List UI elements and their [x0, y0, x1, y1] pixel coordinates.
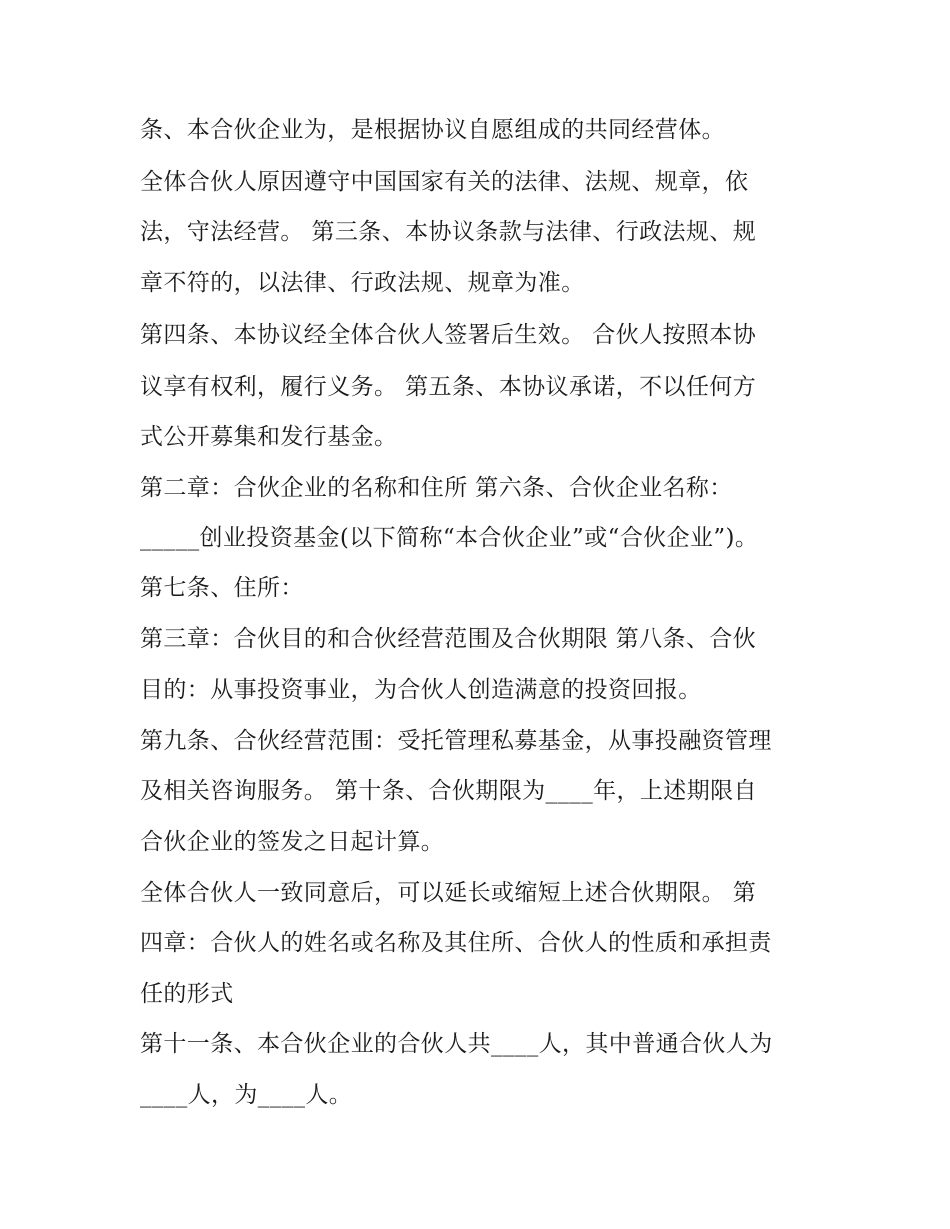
text-line: 议享有权利，履行义务。 第五条、本协议承诺，不以任何方 — [140, 374, 757, 400]
text-line: 全体合伙人一致同意后，可以延长或缩短上述合伙期限。 第 — [140, 880, 757, 906]
text-line: 式公开募集和发行基金。 — [140, 424, 398, 450]
text-line: 条、本合伙企业为，是根据协议自愿组成的共同经营体。 — [140, 117, 725, 143]
text-line: 目的：从事投资事业，为合伙人创造满意的投资回报。 — [140, 677, 702, 703]
text-line: 第二章：合伙企业的名称和住所 第六条、合伙企业名称： — [140, 475, 733, 501]
text-line: 第四条、本协议经全体合伙人签署后生效。 合伙人按照本协 — [140, 322, 757, 348]
text-line: 章不符的，以法律、行政法规、规章为准。 — [140, 270, 585, 296]
text-line: 法，守法经营。 第三条、本协议条款与法律、行政法规、规 — [140, 219, 757, 245]
text-line: 第九条、合伙经营范围：受托管理私募基金，从事投融资管理 — [140, 728, 772, 754]
text-line: 第七条、住所： — [140, 575, 304, 601]
text-line: 任的形式 — [140, 981, 234, 1007]
text-line: 及相关咨询服务。 第十条、合伙期限为____年，上述期限自 — [140, 778, 757, 804]
text-line: 第十一条、本合伙企业的合伙人共____人，其中普通合伙人为 — [140, 1031, 773, 1057]
text-line: 全体合伙人原因遵守中国国家有关的法律、法规、规章，依 — [140, 169, 749, 195]
text-line: _____创业投资基金(以下简称“本合伙企业”或“合伙企业”)。 — [140, 525, 759, 551]
text-line: 合伙企业的签发之日起计算。 — [140, 829, 445, 855]
text-line: 四章：合伙人的姓名或名称及其住所、合伙人的性质和承担责 — [140, 930, 772, 956]
text-line: 第三章：合伙目的和合伙经营范围及合伙期限 第八条、合伙 — [140, 626, 757, 652]
text-line: ____人，为____人。 — [140, 1082, 353, 1108]
